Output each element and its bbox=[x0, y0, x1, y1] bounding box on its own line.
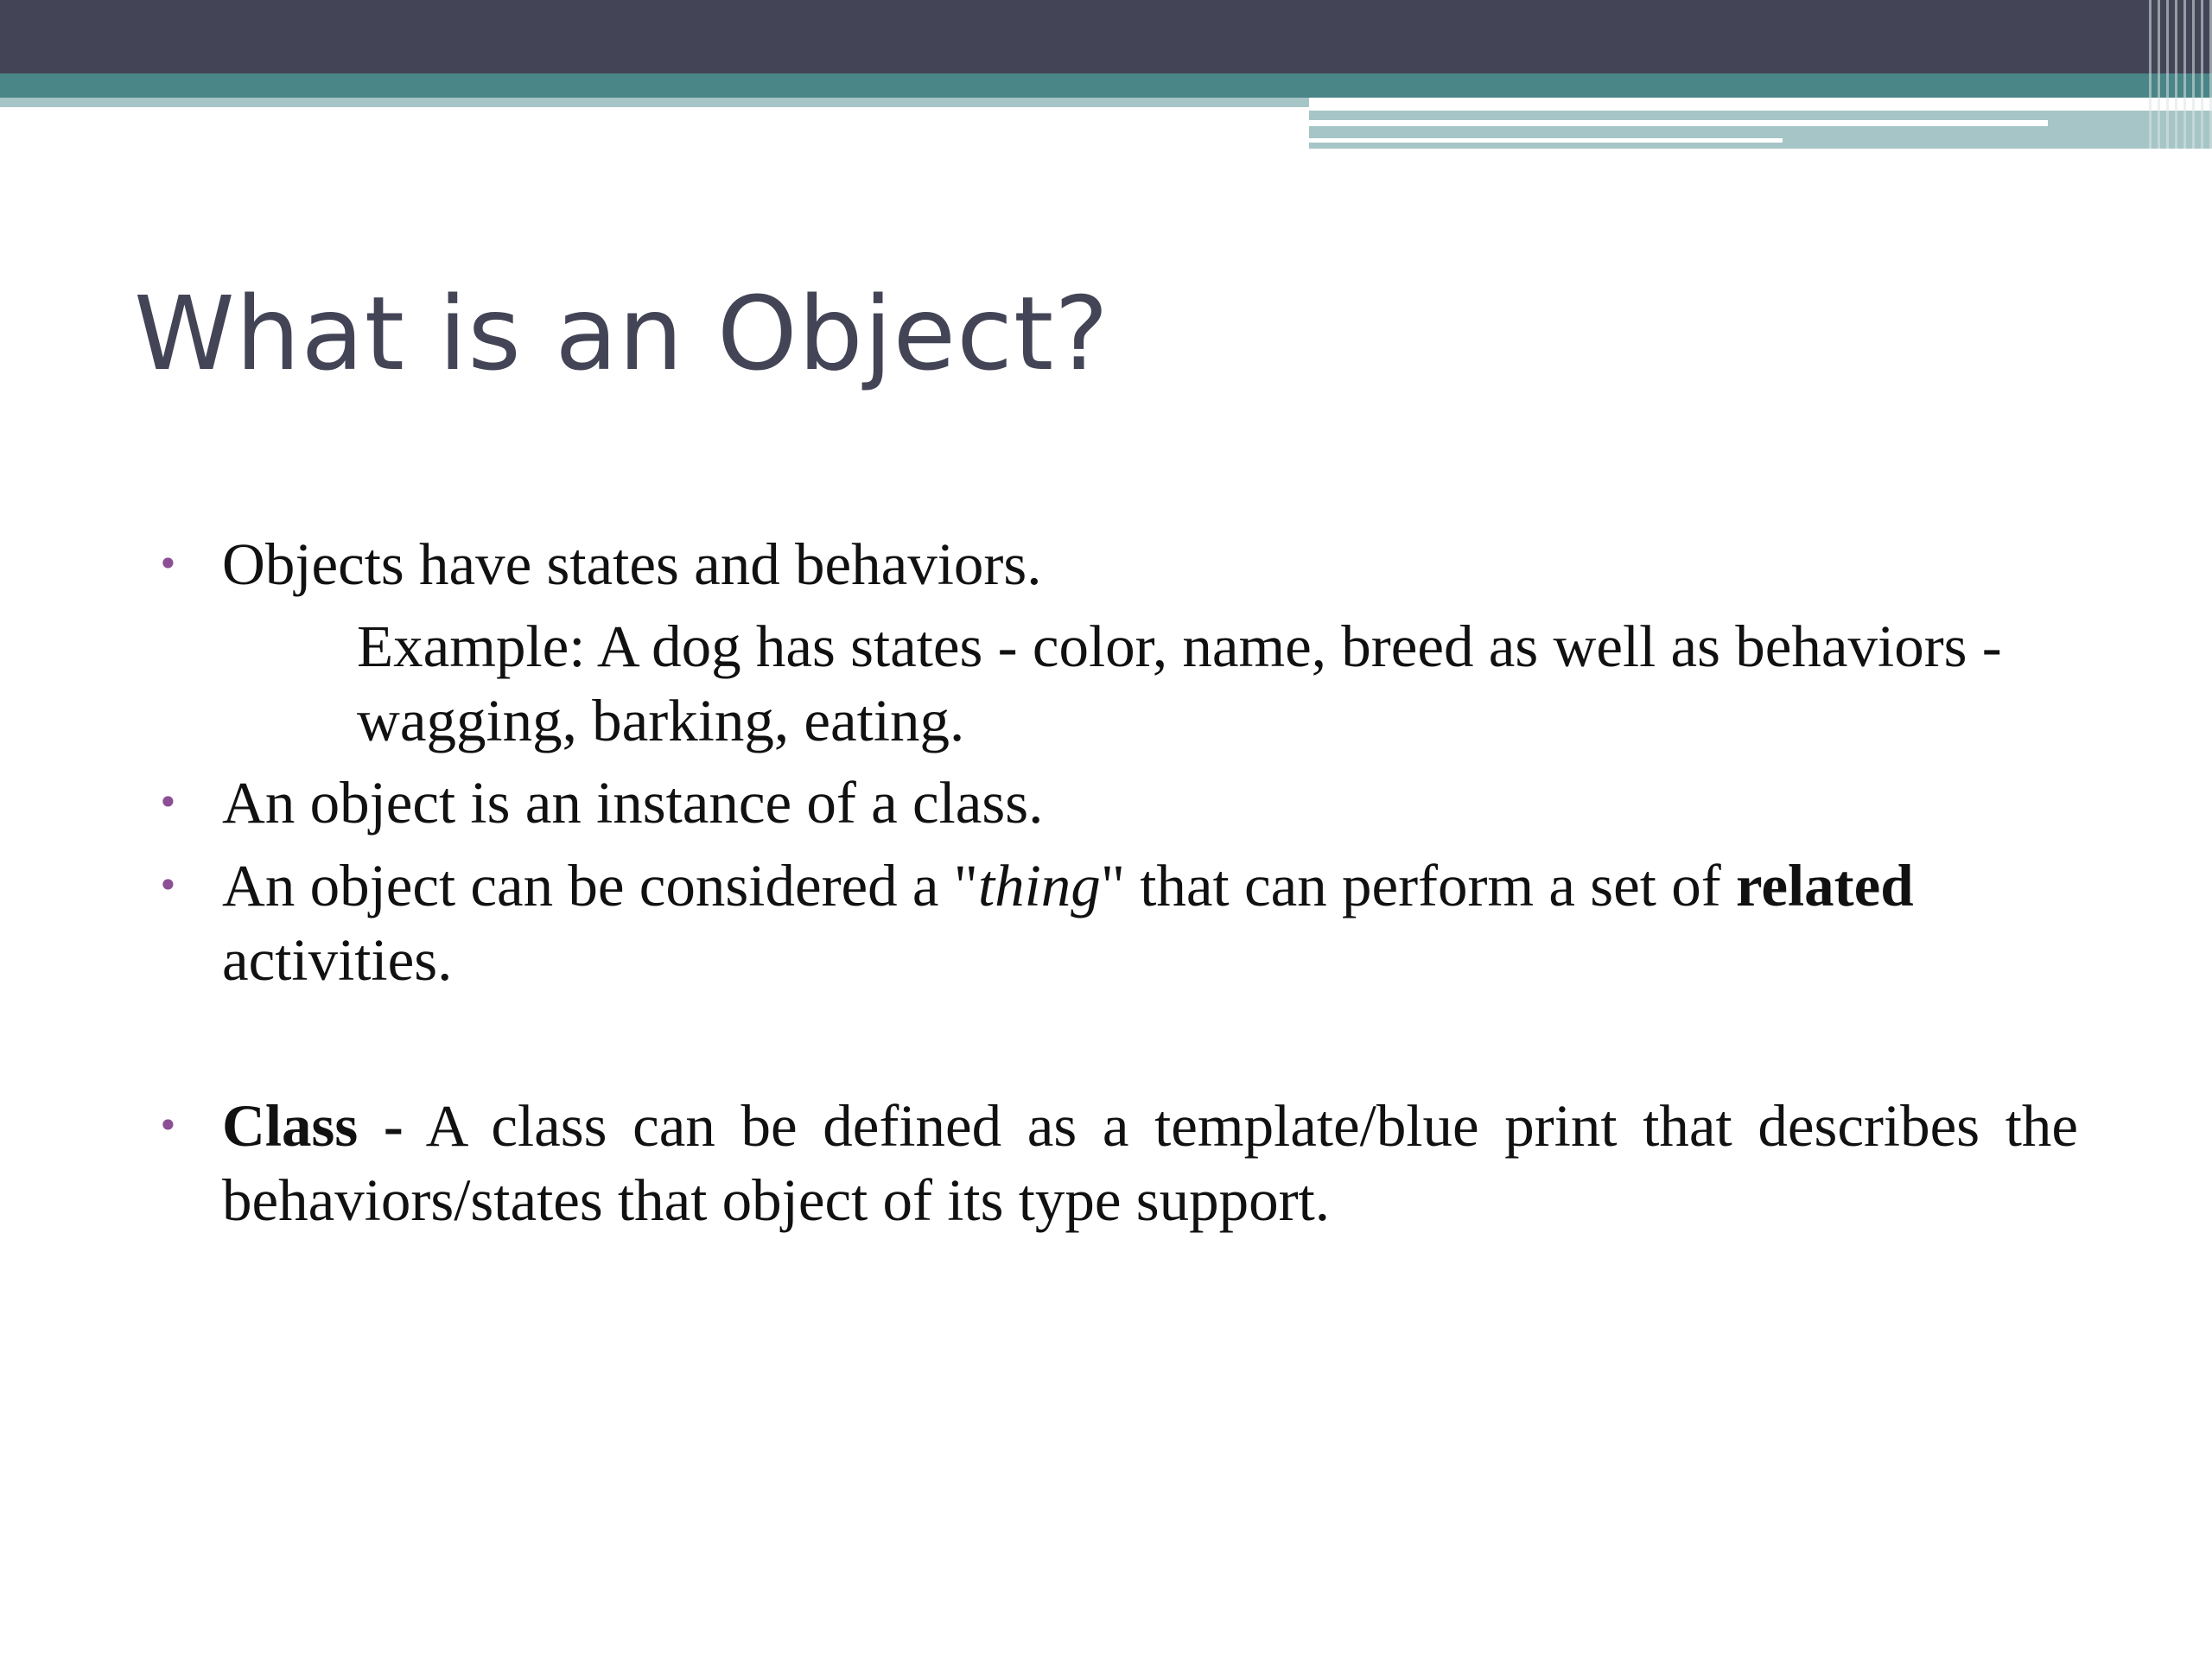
header-bar-dark bbox=[0, 0, 2212, 73]
class-definition-text: A class can be defined as a template/blue print that describes the behaviors/states that object of its type support. bbox=[222, 1093, 2078, 1233]
bullet-item-objects bbox=[156, 527, 2078, 601]
header-edge-stripes bbox=[2143, 0, 2212, 149]
header-accent-line-2 bbox=[1309, 138, 1783, 143]
bullet-item-thing bbox=[156, 849, 2078, 997]
bullet-item-instance bbox=[156, 766, 2078, 840]
header-bar-teal bbox=[0, 73, 2212, 98]
slide-title: What is an Object? bbox=[134, 274, 1109, 393]
bullet-text-part1: An object can be considered a " bbox=[222, 853, 978, 918]
bullet-text-part2: " that can perform a set of bbox=[1100, 853, 1736, 918]
bold-word-related: related bbox=[1735, 853, 1914, 918]
bullet-icon: • bbox=[157, 864, 179, 906]
slide-content bbox=[156, 527, 2078, 1237]
bullet-icon: • bbox=[157, 1104, 179, 1147]
bullet-text-part3: activities. bbox=[222, 927, 453, 993]
bullet-icon: • bbox=[157, 781, 179, 823]
bullet-icon: • bbox=[157, 543, 179, 585]
bullet-item-class bbox=[156, 1089, 2078, 1237]
bullet-text: Objects have states and behaviors. bbox=[222, 531, 1042, 597]
header-accent-line bbox=[1309, 120, 2048, 126]
bold-term-class: Class - bbox=[222, 1093, 404, 1159]
header-bar-light-right bbox=[1309, 111, 2212, 149]
italic-word-thing: thing bbox=[977, 853, 1101, 918]
bullet-text: An object is an instance of a class. bbox=[222, 770, 1044, 836]
header-bar-light-left bbox=[0, 98, 1309, 107]
example-paragraph: Example: A dog has states - color, name, breed as well as behaviors -wagging, barking, eating. bbox=[357, 613, 2002, 753]
